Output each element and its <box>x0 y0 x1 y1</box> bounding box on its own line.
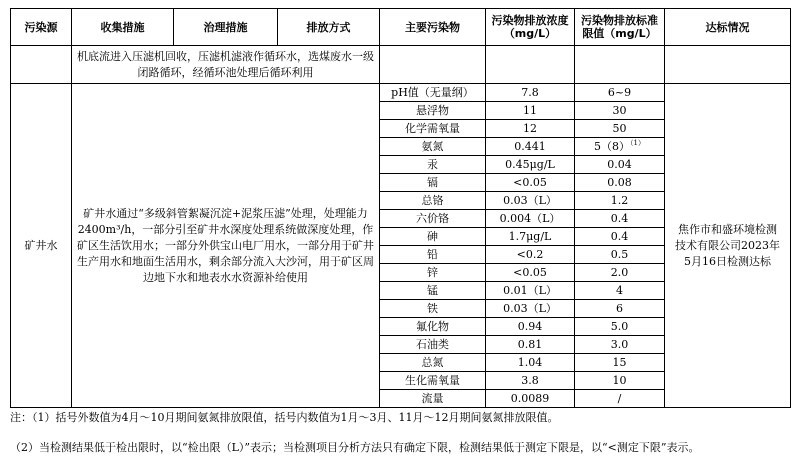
pollutant-limit <box>575 138 665 156</box>
note-2: （2）当检测结果低于检出限时，以“检出限（L）”表示；当检测项目分析方法只有确定下限，检测结果低于测定下限是，以“<测定下限”表示。 <box>10 441 700 454</box>
pollutant-name: 砷 <box>380 228 486 246</box>
pollutant-concentration: <0.05 <box>486 174 575 192</box>
limit-value: 0.04 <box>607 158 632 171</box>
limit-value: 0.4 <box>610 230 629 243</box>
limit-value: 6 <box>616 302 623 315</box>
pollutant-concentration: 0.004（L） <box>486 210 575 228</box>
compliance-status: 焦作市和盛环境检测技术有限公司2023年5月16日检测达标 <box>665 84 791 408</box>
pollutant-concentration: 3.8 <box>486 372 575 390</box>
pollutant-concentration: 1.7μg/L <box>486 228 575 246</box>
pollutant-name: 石油类 <box>380 336 486 354</box>
table-row-coal-washing <box>11 46 791 84</box>
pollutant-name: 流量 <box>380 390 486 408</box>
pollutant-limit <box>575 174 665 192</box>
pollutant-limit <box>575 264 665 282</box>
pollutant-concentration: 0.45μg/L <box>486 156 575 174</box>
limit-value: 4 <box>616 284 623 297</box>
pollutant-concentration: 1.04 <box>486 354 575 372</box>
pollutant-limit <box>575 318 665 336</box>
limit-value: 2.0 <box>610 266 629 279</box>
limit-value: 10 <box>612 374 627 387</box>
pollutant-concentration: 0.94 <box>486 318 575 336</box>
limit-value: 5（8） <box>594 140 631 153</box>
limit-value: 1.2 <box>610 194 629 207</box>
pollutant-name: 悬浮物 <box>380 102 486 120</box>
header-treatment: 治理措施 <box>174 9 278 46</box>
header-pollutant: 主要污染物 <box>380 9 486 46</box>
pollutant-limit <box>575 354 665 372</box>
pollutant-limit <box>575 228 665 246</box>
header-compliance: 达标情况 <box>665 9 791 46</box>
pollutant-limit <box>575 246 665 264</box>
pollutant-concentration: 12 <box>486 120 575 138</box>
pollutant-name: 汞 <box>380 156 486 174</box>
pollutant-name: 铅 <box>380 246 486 264</box>
pollutant-concentration: <0.2 <box>486 246 575 264</box>
limit-value: 3.0 <box>610 338 629 351</box>
limit-value: 0.5 <box>610 248 629 261</box>
pollutant-concentration: 0.03（L） <box>486 300 575 318</box>
limit-value: / <box>617 392 622 405</box>
pollutant-name: 总氮 <box>380 354 486 372</box>
pollutant-name: 总铬 <box>380 192 486 210</box>
pollutant-limit <box>575 390 665 408</box>
cell-empty <box>11 46 72 84</box>
pollutant-name: pH值（无量纲） <box>380 84 486 102</box>
header-discharge: 排放方式 <box>278 9 380 46</box>
cell-empty <box>575 46 665 84</box>
pollution-table <box>10 8 791 408</box>
note-1: 注：（1）括号外数值为4月～10月期间氨氮排放限值，括号内数值为1月～3月、11月～12月期间氨氮排放限值。 <box>10 411 559 424</box>
limit-value: 5.0 <box>610 320 629 333</box>
pollutant-name: 锌 <box>380 264 486 282</box>
pollutant-concentration: 0.0089 <box>486 390 575 408</box>
pollutant-limit <box>575 84 665 102</box>
limit-value: 0.08 <box>607 176 632 189</box>
pollutant-limit <box>575 120 665 138</box>
table-row <box>11 84 791 102</box>
header-concentration: 污染物排放浓度（mg/L） <box>486 9 575 46</box>
limit-value: 15 <box>612 356 627 369</box>
pollutant-concentration: <0.05 <box>486 264 575 282</box>
pollutant-limit <box>575 300 665 318</box>
source-name: 矿井水 <box>11 84 72 408</box>
pollutant-name: 氟化物 <box>380 318 486 336</box>
pollutant-concentration: 0.01（L） <box>486 282 575 300</box>
limit-value: 30 <box>612 104 627 117</box>
pollutant-concentration: 0.81 <box>486 336 575 354</box>
pollutant-name: 镉 <box>380 174 486 192</box>
pollutant-limit <box>575 192 665 210</box>
pollutant-limit <box>575 372 665 390</box>
header-source: 污染源 <box>11 9 72 46</box>
pollutant-name: 化学需氧量 <box>380 120 486 138</box>
pollutant-name: 锰 <box>380 282 486 300</box>
limit-value: 0.4 <box>610 212 629 225</box>
coal-washing-description: 机底流进入压滤机回收，压滤机滤液作循环水，选煤废水一级闭路循环，经循环池处理后循环利用 <box>72 46 380 84</box>
header-limit: 污染物排放标准限值（mg/L） <box>575 9 665 46</box>
pollutant-limit <box>575 336 665 354</box>
cell-empty <box>486 46 575 84</box>
pollutant-limit <box>575 282 665 300</box>
header-row <box>11 9 791 46</box>
pollutant-concentration: 0.03（L） <box>486 192 575 210</box>
pollutant-concentration: 7.8 <box>486 84 575 102</box>
mine-water-description: 矿井水通过“多级斜管絮凝沉淀+泥浆压滤”处理，处理能力2400m³/h，一部分引至矿井水深度处理系统做深度处理，作矿区生活饮用水；一部分外供宝山电厂用水，一部分用于矿井生产用水和地面生活用水，剩余部分流入大沙河，用于矿区周边地下水和地表水水资源补给使用 <box>72 84 380 408</box>
pollutant-name: 六价铬 <box>380 210 486 228</box>
pollutant-name: 生化需氧量 <box>380 372 486 390</box>
footnote-marker: （1） <box>630 139 645 147</box>
limit-value: 50 <box>612 122 627 135</box>
header-collection: 收集措施 <box>72 9 174 46</box>
limit-value: 6~9 <box>607 86 632 99</box>
pollutant-limit <box>575 156 665 174</box>
pollutant-concentration: 0.441 <box>486 138 575 156</box>
pollutant-limit <box>575 210 665 228</box>
pollutant-limit <box>575 102 665 120</box>
cell-empty <box>380 46 486 84</box>
pollutant-name: 铁 <box>380 300 486 318</box>
pollutant-concentration: 11 <box>486 102 575 120</box>
cell-empty <box>665 46 791 84</box>
pollutant-name: 氨氮 <box>380 138 486 156</box>
